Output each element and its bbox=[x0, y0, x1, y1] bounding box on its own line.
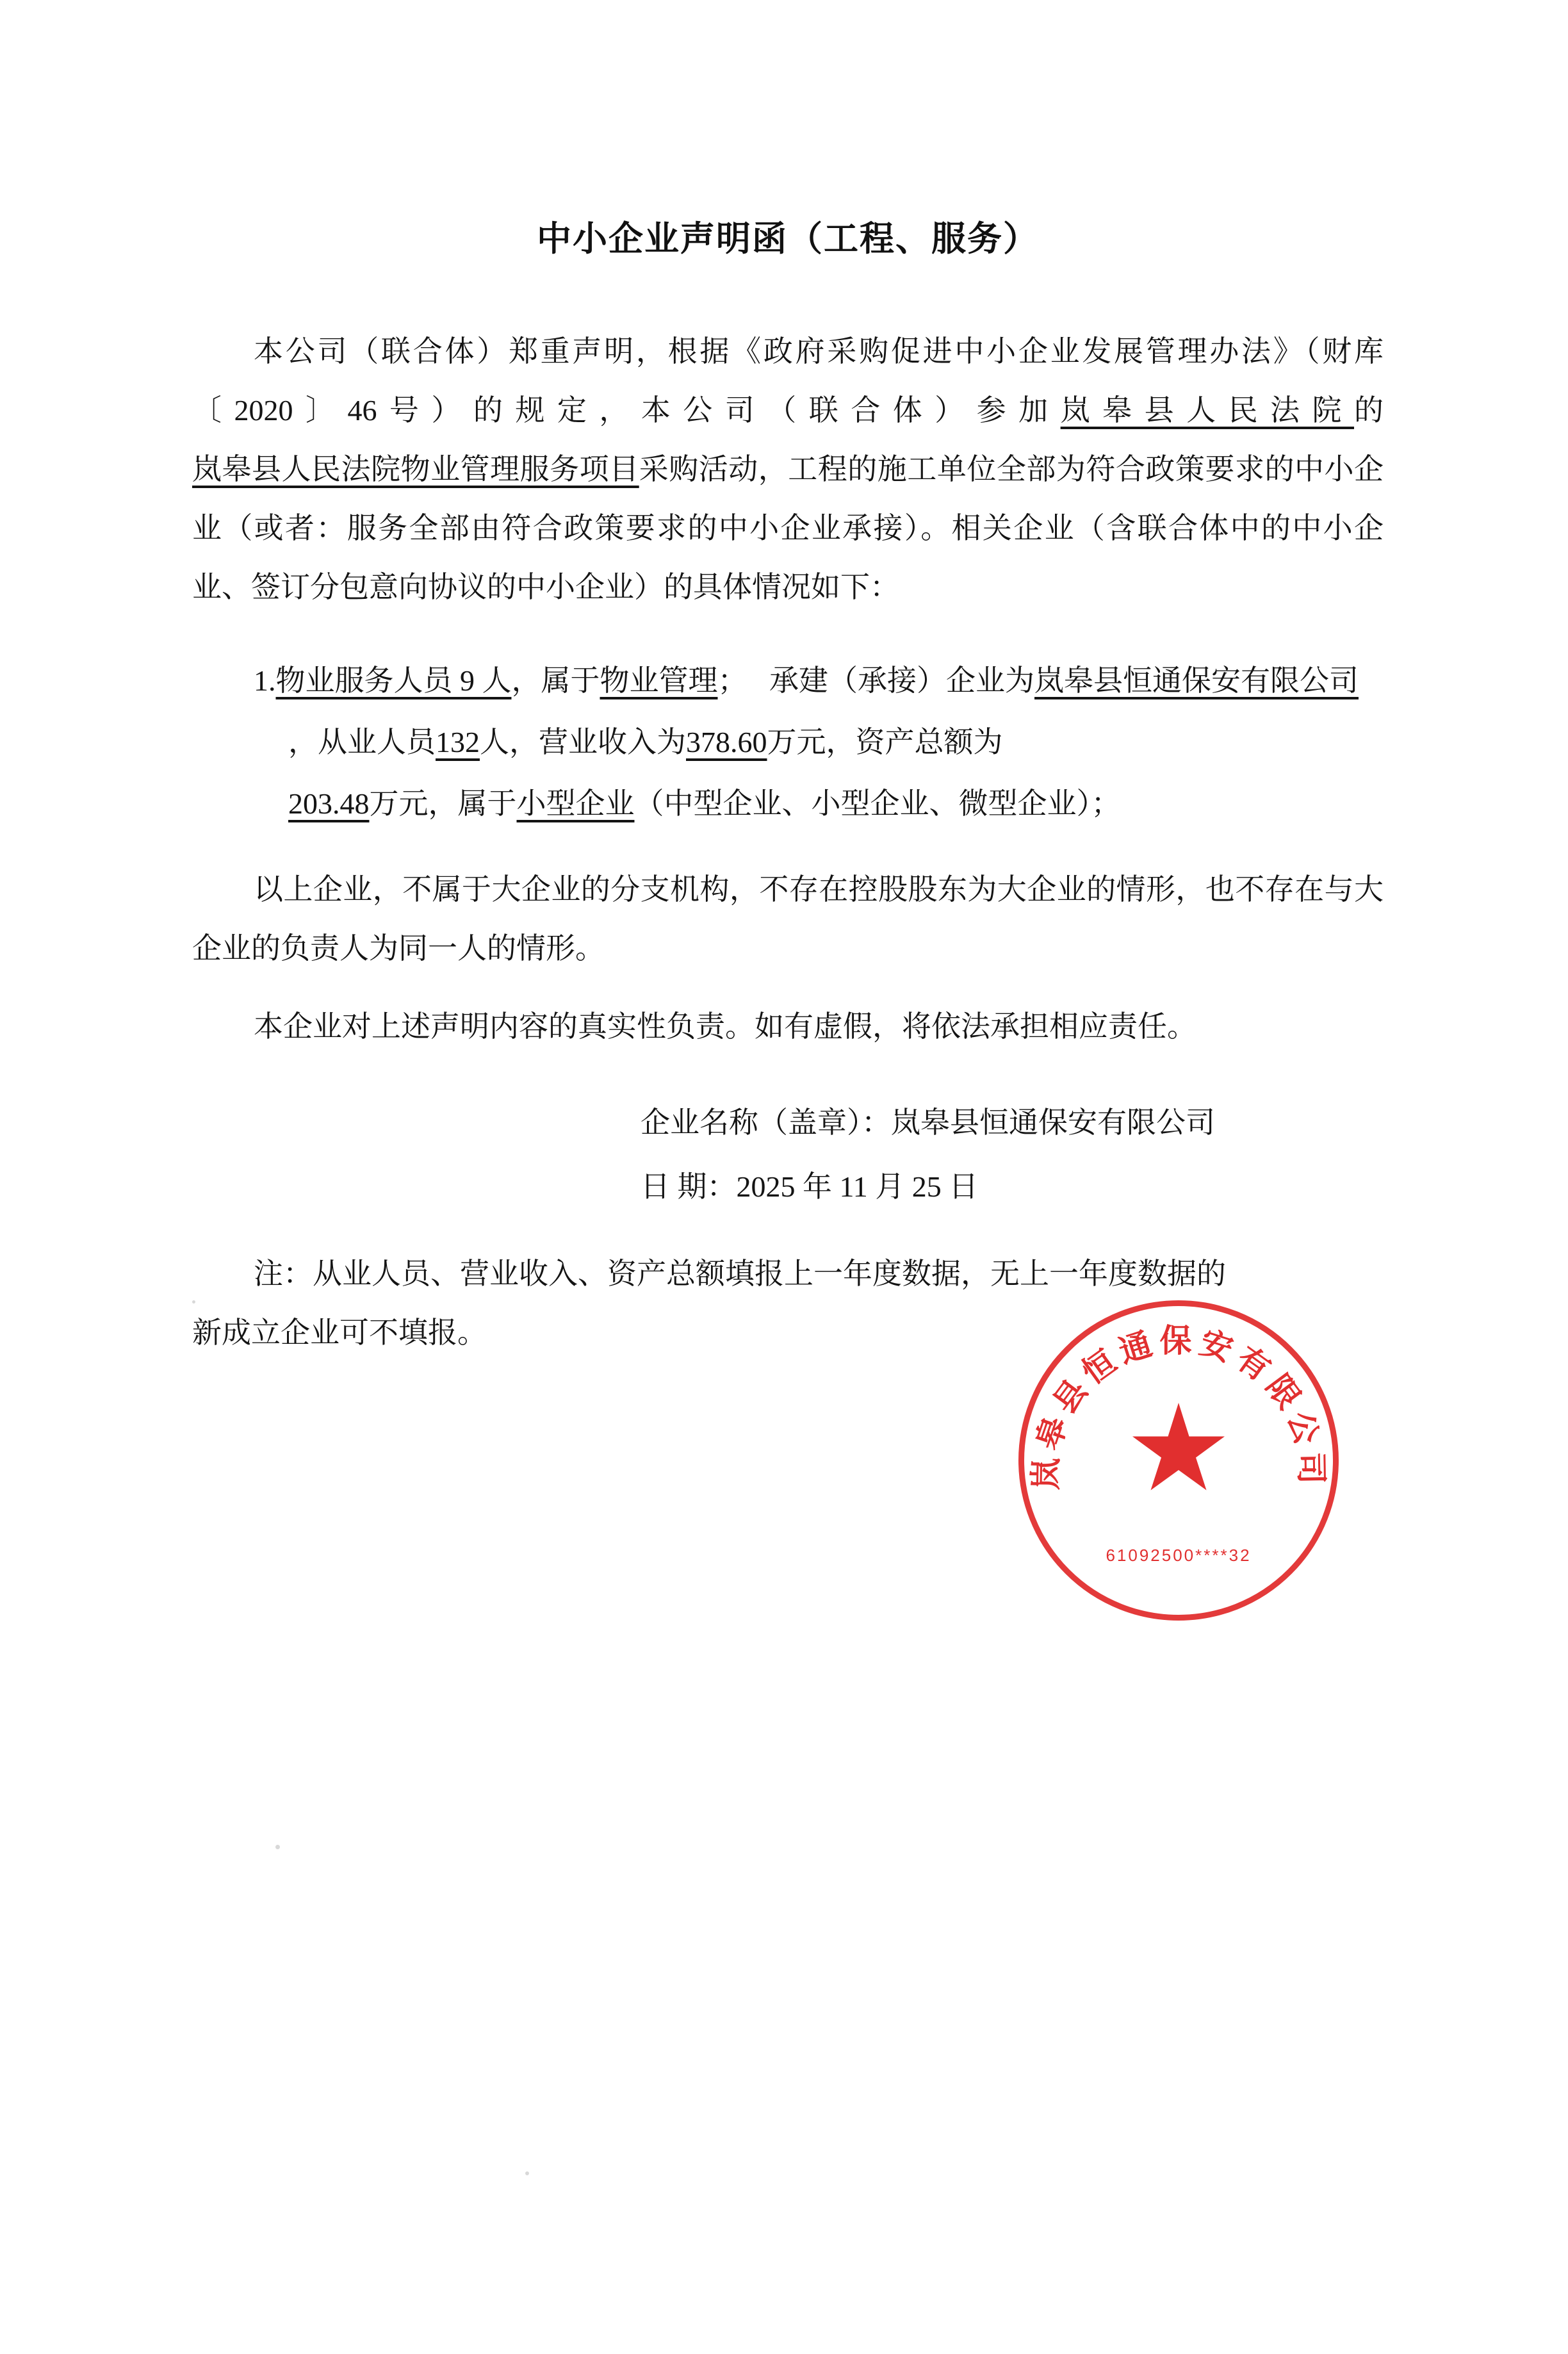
declaration-tail: 采购活动，工程的施工单位全部为符合政策要求的中小企业（或者：服务全部由符合政策要求的中小企业承接）。相关企业（含联合体中的中小企业、签订分包意向协议的中小企业）的具体情况如下： bbox=[192, 453, 1384, 603]
seal-company-name: 岚皋县恒通保安有限公司 bbox=[1027, 1323, 1330, 1491]
separator-1: ； bbox=[717, 664, 747, 697]
signature-date-value: 2025 年 11 月 25 日 bbox=[736, 1170, 979, 1203]
footnote-line-1: 注：从业人员、营业收入、资产总额填报上一年度数据，无上一年度数据的 bbox=[254, 1257, 1226, 1290]
unit-employees: 人，营业收入为 bbox=[480, 726, 686, 758]
paragraph-responsibility: 本企业对上述声明内容的真实性负责。如有虚假，将依法承担相应责任。 bbox=[254, 1010, 1196, 1043]
scan-speck bbox=[525, 2171, 529, 2175]
footnote bbox=[192, 1245, 1384, 1362]
label-belong: ，属于 bbox=[511, 664, 600, 697]
declaration-paragraph bbox=[192, 322, 1384, 617]
field-revenue: 378.60 bbox=[686, 726, 767, 758]
label-employees: ，从业人员 bbox=[288, 726, 436, 758]
signature-block bbox=[192, 1091, 1384, 1219]
label-contractor: 承建（承接）企业为 bbox=[769, 664, 1034, 697]
signature-company-line bbox=[641, 1091, 1384, 1155]
unit-assets: 万元，属于 bbox=[369, 787, 517, 820]
field-employees: 132 bbox=[436, 726, 480, 758]
paragraph-no-affiliation: 以上企业，不属于大企业的分支机构，不存在控股股东为大企业的情形，也不存在与大企业的负责人为同一人的情形。 bbox=[192, 873, 1384, 965]
field-project-owner: 岚皋县人民法院 bbox=[1060, 394, 1355, 427]
field-size: 小型企业 bbox=[516, 787, 635, 820]
declaration-mid: 的 bbox=[1354, 394, 1384, 427]
footnote-line-2: 新成立企业可不填报。 bbox=[192, 1316, 487, 1349]
enterprise-item-1 bbox=[192, 650, 1384, 835]
signature-company-value: 岚皋县恒通保安有限公司 bbox=[891, 1106, 1215, 1139]
field-company: 岚皋县恒通保安有限公司 bbox=[1034, 664, 1359, 697]
field-category: 物业管理 bbox=[600, 664, 718, 697]
unit-revenue: 万元，资产总额为 bbox=[767, 726, 1003, 758]
item-line-3 bbox=[192, 773, 1384, 835]
field-assets: 203.48 bbox=[288, 787, 370, 820]
page-title: 中小企业声明函（工程、服务） bbox=[537, 220, 1039, 258]
seal-code: 61092500****32 bbox=[1106, 1546, 1252, 1565]
document-body bbox=[192, 211, 1384, 1362]
item-line-1 bbox=[192, 650, 1384, 712]
scan-speck bbox=[275, 1845, 280, 1849]
item-index: 1. bbox=[254, 664, 276, 697]
field-project-name: 岚皋县人民法院物业管理服务项目 bbox=[192, 453, 639, 486]
signature-company-label: 企业名称（盖章）： bbox=[641, 1106, 891, 1139]
signature-date-line bbox=[641, 1155, 1384, 1219]
signature-date-label: 日 期： bbox=[641, 1170, 737, 1203]
field-personnel: 物业服务人员 9 人 bbox=[275, 664, 512, 697]
size-options: （中型企业、小型企业、微型企业）； bbox=[634, 787, 1121, 820]
item-line-2 bbox=[192, 712, 1384, 773]
declaration-lead: 本公司（联合体）郑重声明，根据《政府采购促进中小企业发展管理办法》（财库〔2020〕46号）的规定，本公司（联合体）参加 bbox=[192, 335, 1384, 427]
